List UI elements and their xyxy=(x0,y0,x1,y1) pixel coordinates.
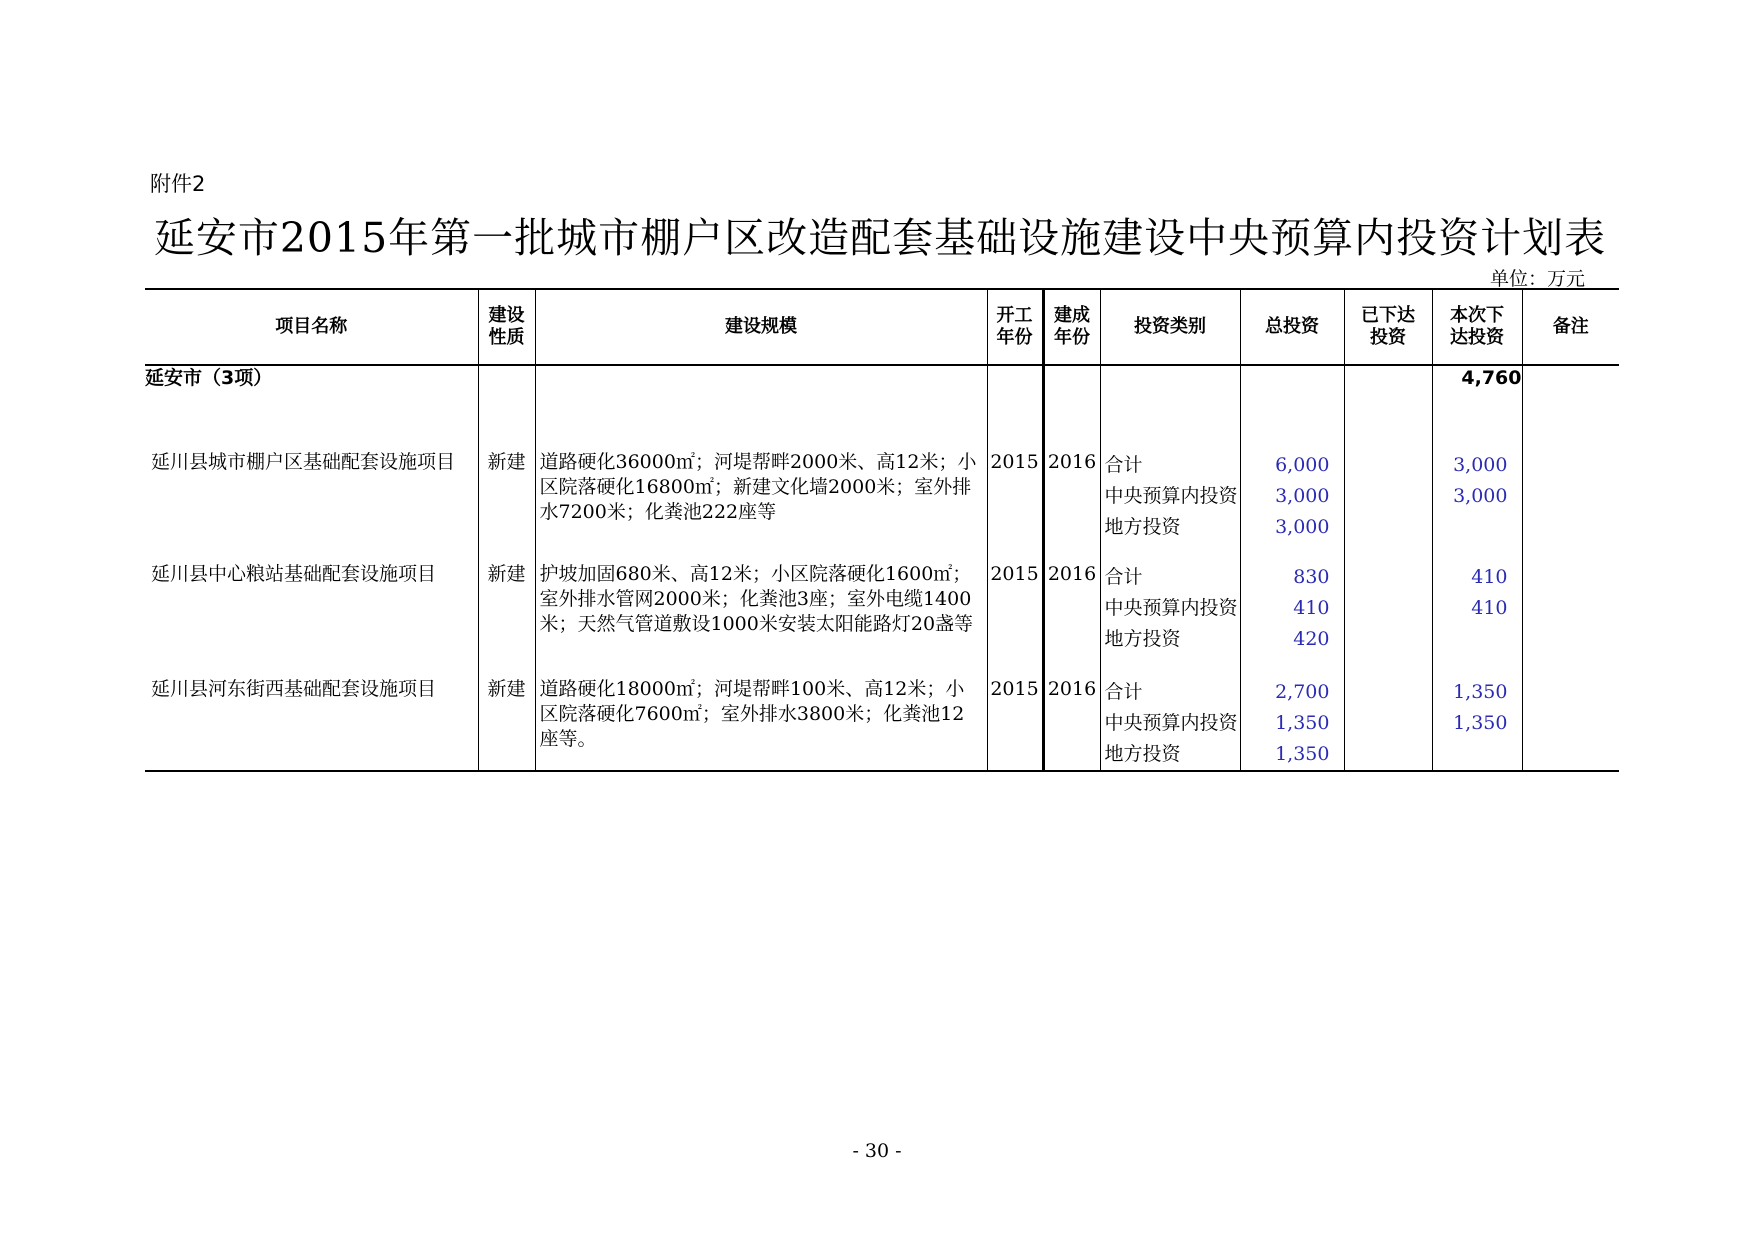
table-row xyxy=(145,677,1619,771)
start-year: 2015 xyxy=(987,677,1043,771)
attachment-label: 附件2 xyxy=(150,172,206,196)
total-investment: 2,700 1,350 1,350 xyxy=(1240,677,1344,771)
table-row xyxy=(145,562,1619,677)
table-row xyxy=(145,450,1619,562)
remark xyxy=(1522,677,1619,771)
investment-types: 合计 中央预算内投资 地方投资 xyxy=(1100,562,1240,677)
project-name: 延川县河东街西基础配套设施项目 xyxy=(145,677,478,771)
project-nature: 新建 xyxy=(478,562,535,677)
investment-types: 合计 中央预算内投资 地方投资 xyxy=(1100,450,1240,562)
header-remark: 备注 xyxy=(1522,289,1619,365)
header-investment-type: 投资类别 xyxy=(1100,289,1240,365)
document-title: 延安市2015年第一批城市棚户区改造配套基础设施建设中央预算内投资计划表 xyxy=(153,214,1607,262)
investment-types: 合计 中央预算内投资 地方投资 xyxy=(1100,677,1240,771)
header-project-name: 项目名称 xyxy=(145,289,478,365)
project-scale: 道路硬化36000㎡；河堤帮畔2000米、高12米；小区院落硬化16800㎡；新建文化墙2000米；室外排水7200米；化粪池222座等 xyxy=(535,450,987,562)
header-nature: 建设 性质 xyxy=(478,289,535,365)
project-nature: 新建 xyxy=(478,450,535,562)
issued-investment xyxy=(1344,450,1432,562)
total-investment: 830 410 420 xyxy=(1240,562,1344,677)
header-end-year: 建成 年份 xyxy=(1043,289,1100,365)
city-summary-row xyxy=(145,365,1619,450)
city-name: 延安市（3项） xyxy=(145,365,478,450)
header-row xyxy=(145,289,1619,365)
current-investment: 410 410 xyxy=(1432,562,1522,677)
page-number: - 30 - xyxy=(852,1140,902,1162)
project-name: 延川县中心粮站基础配套设施项目 xyxy=(145,562,478,677)
end-year: 2016 xyxy=(1043,450,1100,562)
header-start-year: 开工 年份 xyxy=(987,289,1043,365)
project-scale: 护坡加固680米、高12米；小区院落硬化1600㎡；室外排水管网2000米；化粪池3座；室外电缆1400米；天然气管道敷设1000米安装太阳能路灯20盏等 xyxy=(535,562,987,677)
header-total-investment: 总投资 xyxy=(1240,289,1344,365)
remark xyxy=(1522,562,1619,677)
unit-label: 单位：万元 xyxy=(1490,268,1586,290)
start-year: 2015 xyxy=(987,450,1043,562)
city-current-total: 4,760 xyxy=(1432,365,1522,450)
investment-table xyxy=(145,288,1619,772)
total-investment: 6,000 3,000 3,000 xyxy=(1240,450,1344,562)
current-investment: 1,350 1,350 xyxy=(1432,677,1522,771)
header-issued-investment: 已下达 投资 xyxy=(1344,289,1432,365)
start-year: 2015 xyxy=(987,562,1043,677)
end-year: 2016 xyxy=(1043,677,1100,771)
project-scale: 道路硬化18000㎡；河堤帮畔100米、高12米；小区院落硬化7600㎡；室外排水3800米；化粪池12座等。 xyxy=(535,677,987,771)
end-year: 2016 xyxy=(1043,562,1100,677)
issued-investment xyxy=(1344,677,1432,771)
project-nature: 新建 xyxy=(478,677,535,771)
header-current-investment: 本次下 达投资 xyxy=(1432,289,1522,365)
header-scale: 建设规模 xyxy=(535,289,987,365)
project-name: 延川县城市棚户区基础配套设施项目 xyxy=(145,450,478,562)
issued-investment xyxy=(1344,562,1432,677)
remark xyxy=(1522,450,1619,562)
current-investment: 3,000 3,000 xyxy=(1432,450,1522,562)
